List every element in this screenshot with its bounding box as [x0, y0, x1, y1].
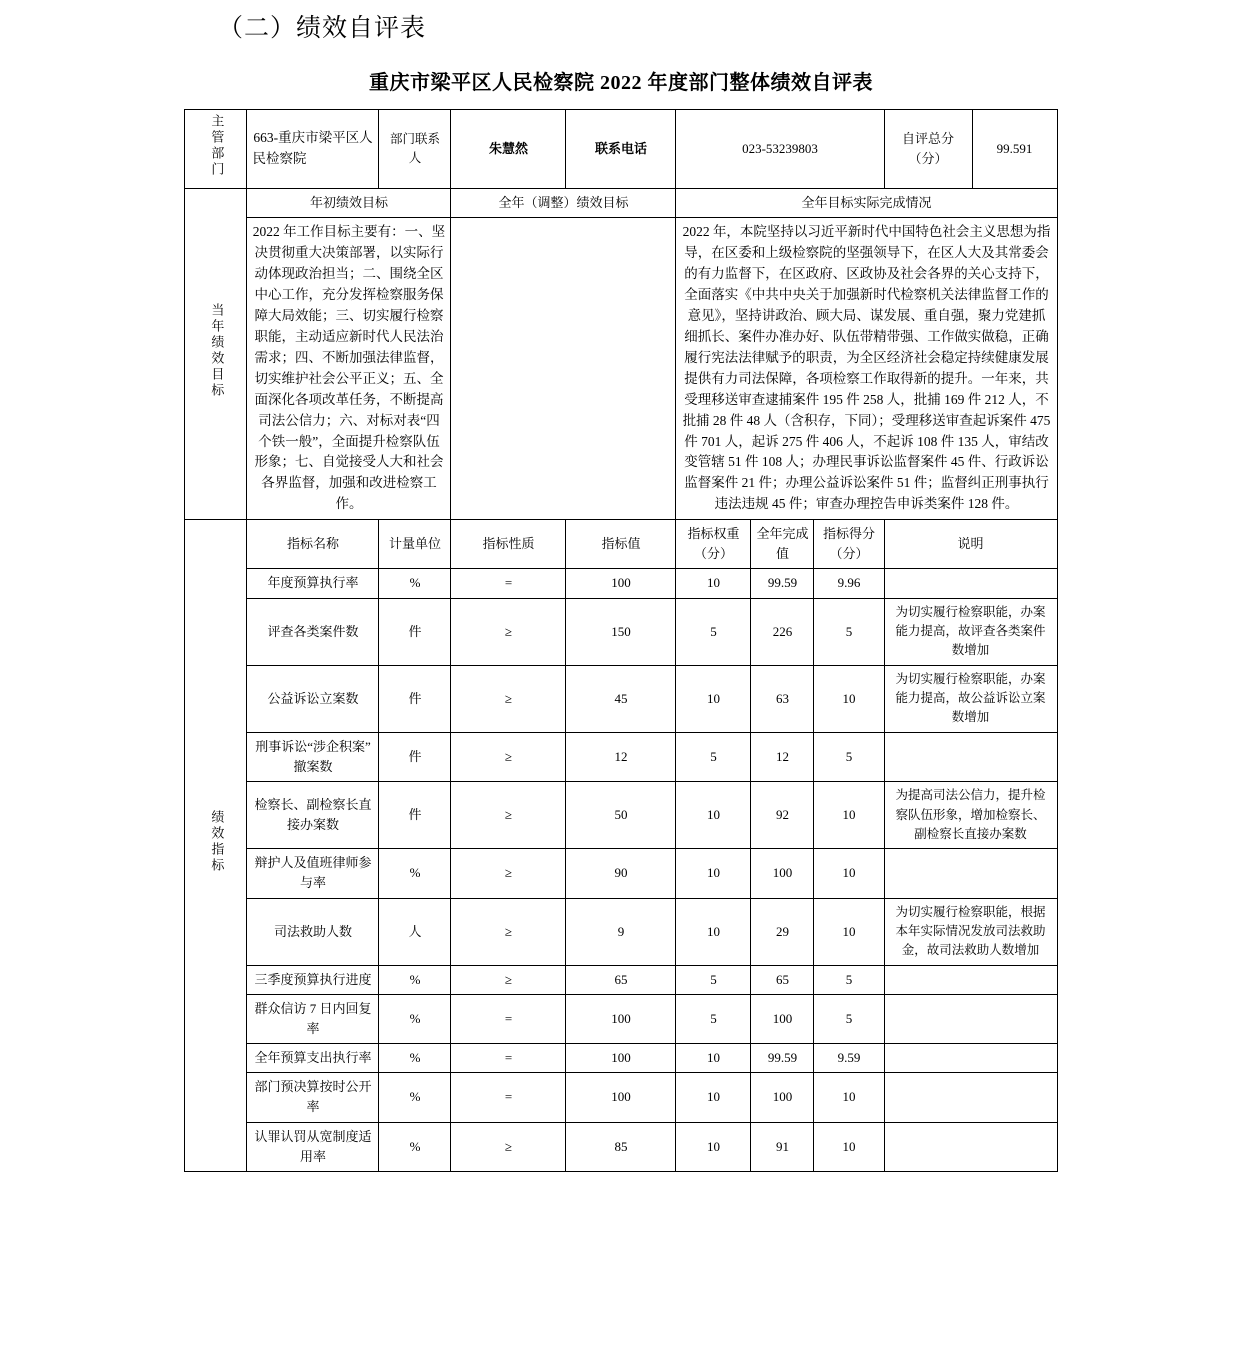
indicator-actual: 99.59	[751, 1044, 814, 1073]
indicator-nature: ≥	[451, 665, 566, 732]
table-row	[185, 665, 1057, 732]
table-row	[185, 994, 1057, 1043]
indicator-score: 10	[814, 1073, 884, 1122]
phone-label: 联系电话	[566, 110, 676, 189]
indicator-note	[884, 994, 1057, 1043]
indicator-nature: =	[451, 994, 566, 1043]
indicator-name: 年度预算执行率	[247, 569, 379, 598]
indicator-score: 9.96	[814, 569, 884, 598]
indicator-score: 5	[814, 732, 884, 781]
indicator-nature: ≥	[451, 732, 566, 781]
indicator-actual: 100	[751, 849, 814, 898]
indicator-value: 100	[566, 1044, 676, 1073]
goals-body-row	[185, 218, 1057, 520]
document-title: 重庆市梁平区人民检察院 2022 年度部门整体绩效自评表	[369, 72, 873, 94]
indicator-value: 85	[566, 1122, 676, 1171]
goals-initial-text: 2022 年工作目标主要有：一、坚决贯彻重大决策部署，以实际行动体现政治担当；二、围绕全区中心工作，充分发挥检察服务保障大局效能；三、切实履行检察职能，主动适应新时代人民法治需求；四、不断加强法律监督，切实维护社会公平正义；五、全面深化各项改革任务，不断提高司法公信力；六、对标对表“四个铁一般”，全面提升检察队伍形象；七、自觉接受人大和社会各界监督，加强和改进检察工作。	[247, 218, 451, 520]
indicator-weight: 10	[676, 569, 751, 598]
score-value: 99.591	[972, 110, 1057, 189]
indicator-score: 10	[814, 849, 884, 898]
indicator-weight: 10	[676, 1044, 751, 1073]
indicator-note	[884, 569, 1057, 598]
indicator-name: 评查各类案件数	[247, 598, 379, 665]
indicator-unit: %	[379, 965, 451, 994]
indicator-unit: %	[379, 994, 451, 1043]
indicator-actual: 226	[751, 598, 814, 665]
indicator-weight: 5	[676, 732, 751, 781]
indicator-name: 检察长、副检察长直接办案数	[247, 782, 379, 849]
indicator-actual: 12	[751, 732, 814, 781]
indicator-value: 150	[566, 598, 676, 665]
indicator-name: 辩护人及值班律师参与率	[247, 849, 379, 898]
indicator-weight: 10	[676, 1122, 751, 1171]
indicator-score: 5	[814, 965, 884, 994]
indicator-value: 45	[566, 665, 676, 732]
indicator-weight: 5	[676, 994, 751, 1043]
indicator-weight: 5	[676, 598, 751, 665]
indicator-note: 为提高司法公信力，提升检察队伍形象，增加检察长、副检察长直接办案数	[884, 782, 1057, 849]
indicator-name: 刑事诉讼“涉企积案”撤案数	[247, 732, 379, 781]
indicator-actual: 92	[751, 782, 814, 849]
table-row	[185, 898, 1057, 965]
table-row	[185, 598, 1057, 665]
indicator-nature: ≥	[451, 898, 566, 965]
section-heading: （二）绩效自评表	[218, 15, 427, 42]
goals-row-label: 当年绩效目标	[185, 189, 247, 520]
indicator-actual: 63	[751, 665, 814, 732]
indicator-value: 90	[566, 849, 676, 898]
table-row	[185, 965, 1057, 994]
indicator-note	[884, 732, 1057, 781]
indicator-note: 为切实履行检察职能，根据本年实际情况发放司法救助金，故司法救助人数增加	[884, 898, 1057, 965]
col-note: 说明	[884, 520, 1057, 569]
dept-label: 主管部门	[185, 110, 247, 189]
indicator-unit: %	[379, 569, 451, 598]
indicator-value: 12	[566, 732, 676, 781]
col-actual: 全年完成值	[751, 520, 814, 569]
indicator-unit: %	[379, 1073, 451, 1122]
table-row	[185, 1073, 1057, 1122]
indicator-score: 10	[814, 665, 884, 732]
indicator-score: 5	[814, 994, 884, 1043]
indicator-nature: ≥	[451, 782, 566, 849]
col-nature: 指标性质	[451, 520, 566, 569]
col-indicator-name: 指标名称	[247, 520, 379, 569]
indicator-name: 部门预决算按时公开率	[247, 1073, 379, 1122]
indicator-note	[884, 965, 1057, 994]
indicator-unit: 件	[379, 665, 451, 732]
indicator-unit: 件	[379, 782, 451, 849]
indicator-weight: 10	[676, 782, 751, 849]
indicator-unit: 件	[379, 598, 451, 665]
table-row	[185, 732, 1057, 781]
indicator-actual: 91	[751, 1122, 814, 1171]
indicator-nature: =	[451, 1044, 566, 1073]
indicator-nature: =	[451, 569, 566, 598]
indicator-actual: 100	[751, 1073, 814, 1122]
contact-label: 部门联系人	[379, 110, 451, 189]
indicator-value: 65	[566, 965, 676, 994]
indicator-note	[884, 849, 1057, 898]
table-row	[185, 782, 1057, 849]
col-unit: 计量单位	[379, 520, 451, 569]
goals-col-actual: 全年目标实际完成情况	[676, 189, 1057, 218]
indicator-nature: ≥	[451, 1122, 566, 1171]
indicator-value: 100	[566, 569, 676, 598]
indicator-weight: 5	[676, 965, 751, 994]
table-row	[185, 1122, 1057, 1171]
indicator-note	[884, 1122, 1057, 1171]
indicator-name: 司法救助人数	[247, 898, 379, 965]
indicator-weight: 10	[676, 898, 751, 965]
indicators-header-row	[185, 520, 1057, 569]
info-row	[185, 110, 1057, 189]
indicator-name: 公益诉讼立案数	[247, 665, 379, 732]
col-weight: 指标权重（分）	[676, 520, 751, 569]
goals-actual-text: 2022 年，本院坚持以习近平新时代中国特色社会主义思想为指导，在区委和上级检察院的坚强领导下，在区人大及其常委会的有力监督下，在区政府、区政协及社会各界的关心支持下，全面落实《中共中央关于加强新时代检察机关法律监督工作的意见》，坚持讲政治、顾大局、谋发展、重自强，聚力党建抓细抓长、案件办准办好、队伍带精带强、工作做实做稳，正确履行宪法法律赋予的职责，为全区经济社会稳定持续健康发展提供有力司法保障，各项检察工作取得新的提升。一年来，共受理移送审查逮捕案件 195 件 258 人，批捕 169 件 212 人，不批捕 28 件 48 人（含积存，下同）；受理移送审查起诉案件 475 件 701 人，起诉 275 件 406 人，不起诉 108 件 135 人，审结改变管辖 51 件 108 人；办理民事诉讼监督案件 45 件、行政诉讼监督案件 21 件；办理公益诉讼案件 51 件；监督纠正刑事执行违法违规 45 件；审查办理控告申诉类案件 128 件。	[676, 218, 1057, 520]
indicator-score: 5	[814, 598, 884, 665]
indicator-unit: 人	[379, 898, 451, 965]
indicator-actual: 29	[751, 898, 814, 965]
table-row	[185, 849, 1057, 898]
indicator-nature: ≥	[451, 849, 566, 898]
indicator-nature: ≥	[451, 965, 566, 994]
goals-col-initial: 年初绩效目标	[247, 189, 451, 218]
indicator-note: 为切实履行检察职能，办案能力提高，故公益诉讼立案数增加	[884, 665, 1057, 732]
document-page	[0, 8, 1242, 1192]
indicator-name: 认罪认罚从宽制度适用率	[247, 1122, 379, 1171]
indicator-weight: 10	[676, 849, 751, 898]
indicator-value: 9	[566, 898, 676, 965]
indicators-row-label: 绩效指标	[185, 520, 247, 1172]
indicator-nature: ≥	[451, 598, 566, 665]
indicator-nature: =	[451, 1073, 566, 1122]
indicator-actual: 65	[751, 965, 814, 994]
indicator-weight: 10	[676, 665, 751, 732]
indicator-actual: 99.59	[751, 569, 814, 598]
goals-adjusted-text	[451, 218, 676, 520]
indicator-score: 10	[814, 782, 884, 849]
indicator-score: 9.59	[814, 1044, 884, 1073]
table-row	[185, 569, 1057, 598]
score-label: 自评总分（分）	[884, 110, 972, 189]
performance-self-evaluation-table	[184, 109, 1057, 1172]
table-row	[185, 1044, 1057, 1073]
col-score: 指标得分（分）	[814, 520, 884, 569]
goals-col-adjusted: 全年（调整）绩效目标	[451, 189, 676, 218]
indicator-score: 10	[814, 1122, 884, 1171]
indicator-note	[884, 1044, 1057, 1073]
indicator-score: 10	[814, 898, 884, 965]
indicator-weight: 10	[676, 1073, 751, 1122]
indicator-name: 群众信访 7 日内回复率	[247, 994, 379, 1043]
indicator-unit: %	[379, 849, 451, 898]
dept-value: 663-重庆市梁平区人民检察院	[247, 110, 379, 189]
indicator-unit: 件	[379, 732, 451, 781]
indicator-value: 100	[566, 994, 676, 1043]
indicator-value: 100	[566, 1073, 676, 1122]
indicator-name: 全年预算支出执行率	[247, 1044, 379, 1073]
indicator-note: 为切实履行检察职能，办案能力提高，故评查各类案件数增加	[884, 598, 1057, 665]
indicator-unit: %	[379, 1044, 451, 1073]
col-value: 指标值	[566, 520, 676, 569]
indicator-note	[884, 1073, 1057, 1122]
indicator-unit: %	[379, 1122, 451, 1171]
contact-value: 朱慧然	[451, 110, 566, 189]
goals-header-row	[185, 189, 1057, 218]
indicator-actual: 100	[751, 994, 814, 1043]
indicator-name: 三季度预算执行进度	[247, 965, 379, 994]
phone-value: 023-53239803	[676, 110, 884, 189]
indicator-value: 50	[566, 782, 676, 849]
